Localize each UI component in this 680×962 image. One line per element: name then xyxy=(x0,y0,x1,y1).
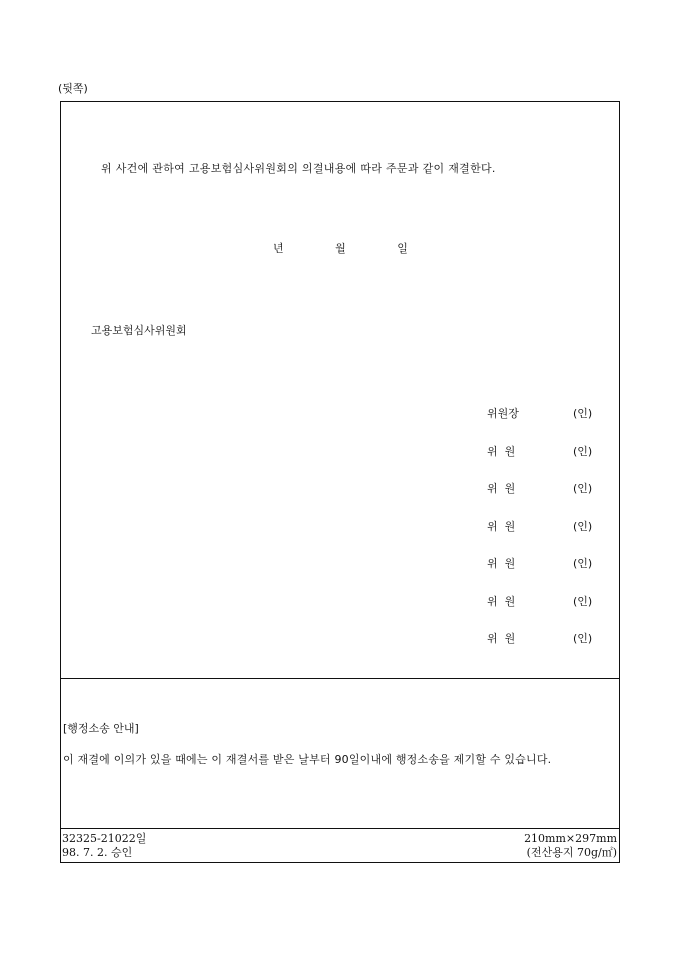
signature-role: 위 원 xyxy=(487,557,516,570)
signature-seal: (인) xyxy=(573,444,593,458)
notice-body: 이 재결에 이의가 있을 때에는 이 재결서를 받은 날부터 90일이내에 행정소송을 제기할 수 있습니다. xyxy=(63,753,552,766)
signature-role: 위 원 xyxy=(487,594,516,608)
signature-role: 위 원 xyxy=(487,444,516,458)
signature-role: 위 원 xyxy=(487,519,516,533)
form-footer xyxy=(61,828,619,862)
date-month-label: 월 xyxy=(335,242,346,255)
paper-type: (전산용지 70g/㎡) xyxy=(526,846,617,859)
signature-row xyxy=(487,555,613,593)
signature-list xyxy=(487,405,613,668)
signature-role: 위원장 xyxy=(487,407,519,420)
signature-seal: (인) xyxy=(573,407,593,420)
decision-section xyxy=(61,102,619,679)
signature-seal: (인) xyxy=(573,557,593,570)
signature-seal: (인) xyxy=(573,594,593,608)
signature-row xyxy=(487,630,613,668)
date-year-label: 년 xyxy=(273,242,284,255)
committee-name: 고용보험심사위원회 xyxy=(91,324,187,337)
footer-left xyxy=(62,832,146,860)
litigation-notice xyxy=(61,678,619,829)
signature-row xyxy=(487,518,613,556)
date-day-label: 일 xyxy=(397,242,408,255)
signature-row xyxy=(487,480,613,518)
decision-form xyxy=(60,101,620,863)
signature-seal: (인) xyxy=(573,482,593,495)
decision-statement: 위 사건에 관하여 고용보험심사위원회의 의결내용에 따라 주문과 같이 재결한다. xyxy=(101,162,496,175)
paper-size: 210mm×297mm xyxy=(524,832,617,845)
footer-right xyxy=(524,832,617,860)
approval-date: 98. 7. 2. 승인 xyxy=(62,846,133,859)
signature-seal: (인) xyxy=(573,519,593,533)
signature-row xyxy=(487,593,613,631)
signature-role: 위 원 xyxy=(487,632,516,645)
notice-title: [행정소송 안내] xyxy=(63,722,139,735)
decision-date xyxy=(273,240,408,256)
signature-row xyxy=(487,405,613,443)
signature-row xyxy=(487,443,613,481)
page-side-label: (뒷쪽) xyxy=(58,82,88,95)
signature-seal: (인) xyxy=(573,632,593,645)
signature-role: 위 원 xyxy=(487,482,516,495)
form-number: 32325-21022일 xyxy=(62,832,147,845)
